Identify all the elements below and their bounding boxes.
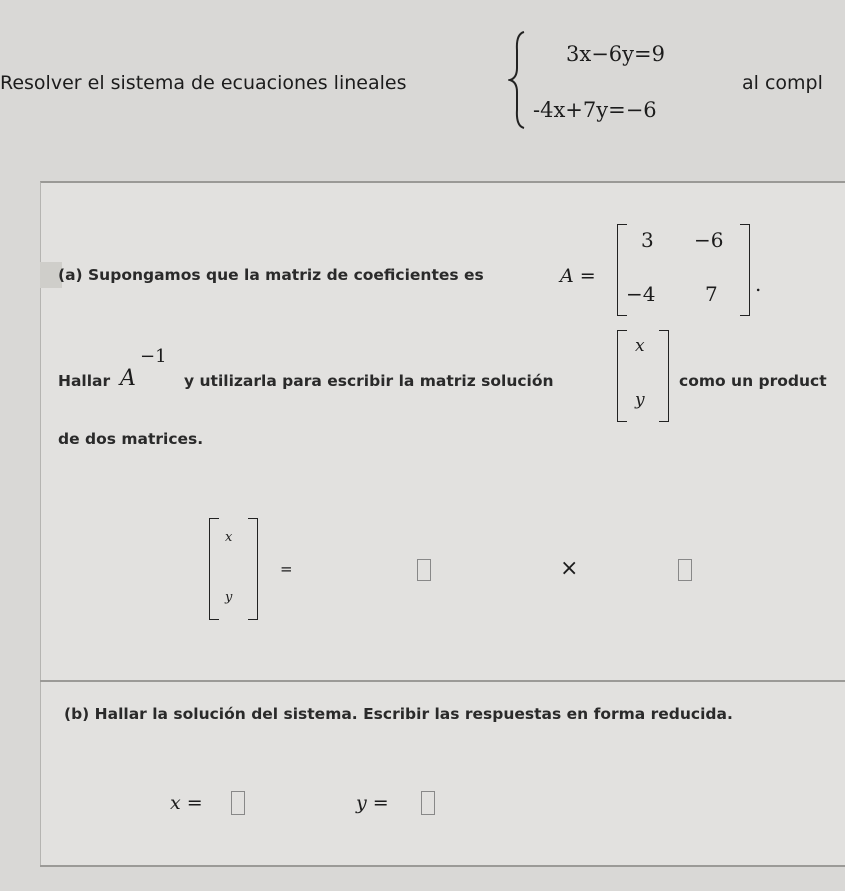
- vector-x: x: [635, 336, 645, 356]
- hallar-label: Hallar: [58, 372, 111, 390]
- equals-sign: =: [280, 560, 293, 578]
- matrix-a11: 3: [641, 228, 654, 252]
- x-answer-input[interactable]: [231, 791, 245, 815]
- section-divider: [40, 680, 845, 682]
- matrix-input-1[interactable]: [417, 559, 431, 581]
- a-inverse-exponent: −1: [140, 346, 167, 367]
- solution-vector-right-bracket: [659, 330, 669, 422]
- part-a-text: (a) Supongamos que la matriz de coeficientes es: [58, 266, 484, 284]
- equation-1: 3x−6y=9: [566, 42, 665, 66]
- lhs-right-bracket: [248, 518, 258, 620]
- lhs-left-bracket: [209, 518, 219, 620]
- matrix-right-bracket: [740, 224, 750, 316]
- matrix-a22: 7: [705, 282, 718, 306]
- matrix-a-label: A =: [560, 265, 596, 287]
- y-label: y =: [356, 792, 389, 814]
- prompt-suffix: al compl: [742, 72, 823, 94]
- times-sign: ×: [560, 556, 579, 581]
- instruction-end: como un product: [679, 372, 827, 390]
- period-mark: .: [755, 272, 762, 296]
- part-b-text: (b) Hallar la solución del sistema. Escribir las respuestas en forma reducida.: [64, 705, 733, 723]
- x-label: x =: [170, 792, 203, 814]
- lhs-x: x: [225, 530, 233, 545]
- instruction-line2: de dos matrices.: [58, 430, 204, 448]
- lhs-y: y: [225, 590, 233, 605]
- matrix-input-2[interactable]: [678, 559, 692, 581]
- solution-vector-left-bracket: [617, 330, 627, 422]
- problem-prompt: Resolver el sistema de ecuaciones lineales: [0, 72, 407, 94]
- y-answer-input[interactable]: [421, 791, 435, 815]
- matrix-a21: −4: [626, 282, 656, 306]
- a-inverse-base: A: [120, 366, 136, 391]
- instruction-text: y utilizarla para escribir la matriz solución: [184, 372, 554, 390]
- matrix-a12: −6: [694, 228, 724, 252]
- system-brace: [508, 30, 528, 130]
- panel-bottom-border: [40, 865, 845, 867]
- vector-y: y: [635, 390, 645, 410]
- equation-2: -4x+7y=−6: [533, 98, 657, 122]
